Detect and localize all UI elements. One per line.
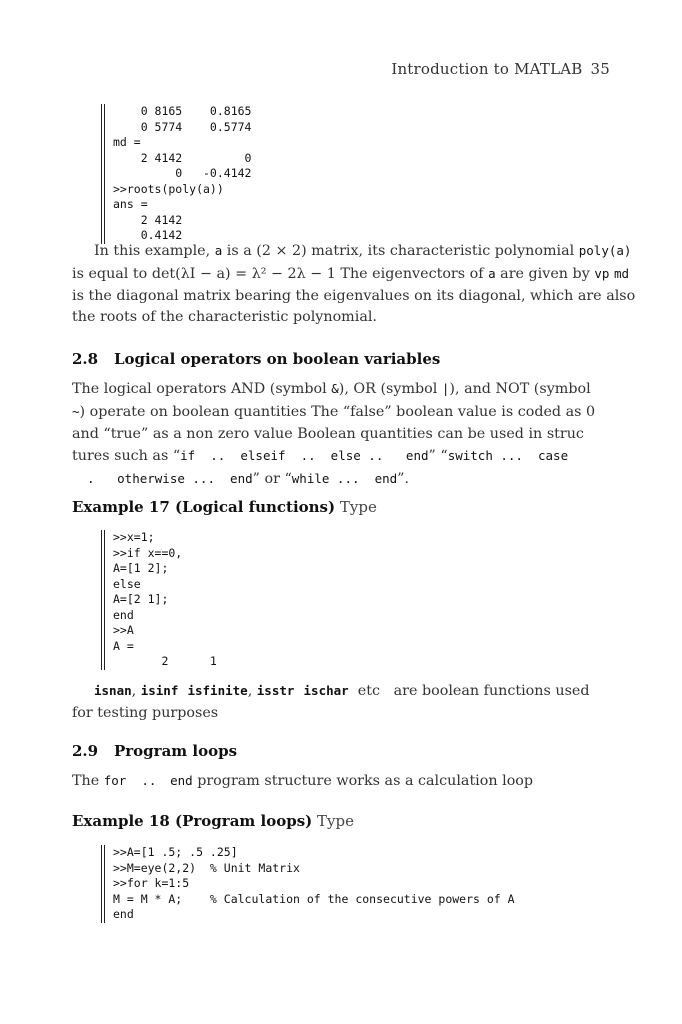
code-block-logical <box>101 530 217 670</box>
text-run: tures such as “ <box>72 448 181 465</box>
section-title: Logical operators on boolean variables <box>114 350 441 368</box>
text-run <box>294 683 303 699</box>
code-line: >>A=[1 .5; .5 .25] <box>113 845 238 859</box>
code-inline: isinf <box>140 683 179 698</box>
code-line: >>A <box>113 623 134 637</box>
code-line: end <box>113 907 134 921</box>
code-line: 2 4142 0 <box>113 150 252 165</box>
text-line: and “true” as a non zero value Boolean quantities can be used in struc <box>72 425 584 442</box>
code-line: end <box>113 607 134 622</box>
code-inline: poly(a) <box>578 243 632 258</box>
code-block-loops <box>101 845 515 923</box>
example-type-word: Type <box>339 498 377 516</box>
section-heading-2-8 <box>72 350 440 368</box>
code-line: >>M=eye(2,2) % Unit Matrix <box>113 860 300 875</box>
code-inline: isstr <box>256 683 295 698</box>
text-line: is the diagonal matrix bearing the eigenvalues on its diagonal, which are also <box>72 287 636 304</box>
code-inline: end <box>170 773 193 788</box>
section-number: 2.8 <box>72 350 99 368</box>
section-number: 2.9 <box>72 742 99 760</box>
text-run: ” “ <box>428 448 448 465</box>
code-inline: | <box>441 381 450 396</box>
text-run: ) operate on boolean quantities The “false” boolean value is coded as 0 <box>79 403 596 420</box>
paragraph-boolean-functions <box>72 680 610 725</box>
code-line: >>if x==0, <box>113 545 183 560</box>
text-run <box>156 773 170 789</box>
text-run: etc are boolean functions used <box>348 683 590 699</box>
example-label: Example 17 (Logical functions) <box>72 498 336 516</box>
text-run: ”. <box>397 471 409 488</box>
code-line: >>for k=1:5 <box>113 876 190 890</box>
running-header <box>0 60 610 78</box>
code-line: >>x=1; <box>113 530 155 544</box>
example-type-word: Type <box>317 812 354 830</box>
code-line: A = <box>113 638 134 653</box>
text-run: ), and NOT (symbol <box>449 381 591 397</box>
code-line: 2 1 <box>113 654 217 668</box>
code-line: M = M * A; % Calculation of the consecutive powers of A <box>113 891 515 906</box>
section-title: Program loops <box>114 742 238 760</box>
code-inline: md <box>613 265 629 281</box>
section-heading-2-9 <box>72 742 237 760</box>
text-run: The <box>72 773 104 789</box>
code-line: md = <box>113 135 141 149</box>
code-inline: a <box>488 265 496 281</box>
code-inline: ~ <box>72 403 80 419</box>
text-run: , <box>247 683 257 699</box>
example-18-heading <box>72 812 354 830</box>
text-run: , <box>131 683 141 699</box>
paragraph-logical-operators <box>72 378 610 491</box>
text-run: In this example, <box>94 243 215 259</box>
code-inline: isfinite <box>187 683 248 698</box>
code-line: ans = <box>113 197 148 211</box>
code-inline: a <box>214 243 223 258</box>
text-run: is a (2 × 2) matrix, its characteristic polynomial <box>222 243 579 259</box>
text-run: is equal to det(λI − a) = λ² − 2λ − 1 The eigenvectors of <box>72 265 489 282</box>
code-inline: . otherwise ... end <box>72 471 253 487</box>
code-inline: for .. <box>103 773 157 788</box>
text-run: The logical operators AND (symbol <box>72 381 332 397</box>
page-number: 35 <box>590 60 610 78</box>
code-inline: vp <box>594 265 610 281</box>
header-title: Introduction to MATLAB <box>391 60 583 78</box>
code-inline: switch ... case <box>447 448 569 464</box>
code-line: >>roots(poly(a)) <box>113 181 224 196</box>
text-line: the roots of the characteristic polynomial. <box>72 309 377 326</box>
code-line: 0 8165 0.8165 <box>113 104 252 118</box>
code-inline: ischar <box>303 683 349 698</box>
text-run: ” or “ <box>252 471 292 488</box>
code-line: A=[2 1]; <box>113 592 169 606</box>
text-run: ), OR (symbol <box>338 381 442 397</box>
code-line: 2 4142 <box>113 212 183 227</box>
code-inline: if .. elseif .. else .. end <box>180 448 429 464</box>
paragraph-eigen-explanation <box>72 240 636 329</box>
example-label: Example 18 (Program loops) <box>72 812 313 830</box>
text-run: program structure works as a calculation loop <box>192 773 534 789</box>
code-inline: & <box>331 381 339 396</box>
code-line: 0 -0.4142 <box>113 166 252 180</box>
code-line: else <box>113 576 141 591</box>
example-17-heading <box>72 498 377 516</box>
text-line: for testing purposes <box>72 704 219 721</box>
code-line: 0.4142 <box>113 228 183 242</box>
text-run: are given by <box>495 265 595 282</box>
paragraph-for-loop <box>72 770 610 793</box>
code-line: A=[1 2]; <box>113 561 169 575</box>
code-line: 0 5774 0.5774 <box>113 119 252 134</box>
code-inline: while ... end <box>291 471 398 487</box>
code-block-eigen <box>101 104 251 244</box>
code-inline: isnan <box>94 683 132 698</box>
